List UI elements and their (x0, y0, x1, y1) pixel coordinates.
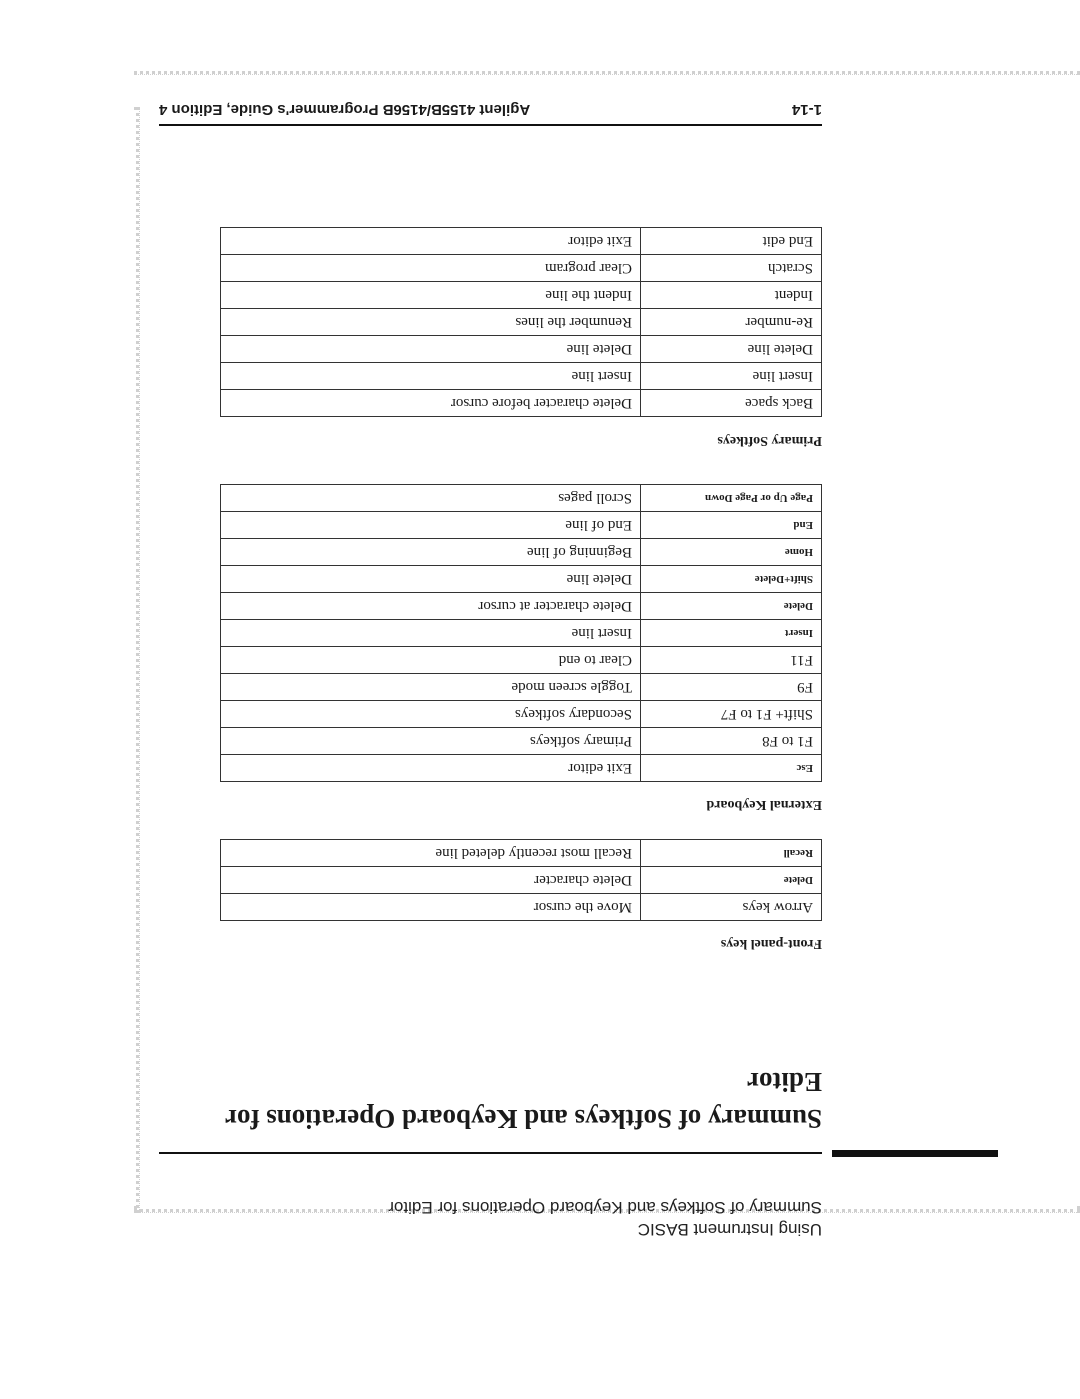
key-cell: End edit (641, 228, 822, 255)
running-header (388, 1195, 822, 1239)
section-label-primary-softkeys: Primary Softkeys (717, 433, 822, 448)
description-cell: Delete character (221, 867, 641, 894)
table-row (221, 894, 822, 921)
description-cell: Clear to end (221, 647, 641, 674)
table-row (221, 390, 822, 417)
description-cell: Insert line (221, 363, 641, 390)
table-row (221, 647, 822, 674)
key-cell: Re-number (641, 309, 822, 336)
key-cell: Recall (641, 840, 822, 867)
description-cell: Secondary softkeys (221, 701, 641, 728)
table-row (221, 620, 822, 647)
description-cell: Beginning of line (221, 539, 641, 566)
header-line-1: Using Instrument BASIC (637, 1220, 822, 1239)
table-front-panel-keys (220, 839, 822, 921)
description-cell: Exit editor (221, 755, 641, 782)
key-cell: Esc (641, 755, 822, 782)
table-row (221, 336, 822, 363)
table-row (221, 282, 822, 309)
table-row (221, 485, 822, 512)
key-cell: End (641, 512, 822, 539)
table-row (221, 840, 822, 867)
description-cell: Move the cursor (221, 894, 641, 921)
key-cell: F1 to F8 (641, 728, 822, 755)
page-title: Summary of Softkeys and Keyboard Operations for Editor (225, 1067, 822, 1134)
key-cell: F11 (641, 647, 822, 674)
key-cell: Delete (641, 867, 822, 894)
section-label-front-panel: Front-panel keys (720, 936, 822, 951)
description-cell: Insert line (221, 620, 641, 647)
table-row (221, 363, 822, 390)
description-cell: Delete line (221, 566, 641, 593)
key-cell: Scratch (641, 255, 822, 282)
table-row (221, 593, 822, 620)
table-row (221, 228, 822, 255)
description-cell: Toggle screen mode (221, 674, 641, 701)
header-line-2: Summary of Softkeys and Keyboard Operations for Editor (388, 1198, 822, 1217)
table-primary-softkeys (220, 227, 822, 417)
description-cell: Renumber the lines (221, 309, 641, 336)
description-cell: Primary softkeys (221, 728, 641, 755)
key-cell: Delete line (641, 336, 822, 363)
table-row (221, 755, 822, 782)
description-cell: Exit editor (221, 228, 641, 255)
table-row (221, 539, 822, 566)
page-footer (159, 101, 822, 126)
key-cell: Insert (641, 620, 822, 647)
description-cell: Recall most recently deleted line (221, 840, 641, 867)
guide-title: Agilent 4155B/4156B Programmer's Guide, Edition 4 (159, 101, 531, 118)
key-cell: Insert line (641, 363, 822, 390)
key-cell: Page Up or Page Down (641, 485, 822, 512)
description-cell: Clear program (221, 255, 641, 282)
key-cell: Back space (641, 390, 822, 417)
scan-edge-right (136, 107, 140, 1213)
table-row (221, 728, 822, 755)
description-cell: Delete character at cursor (221, 593, 641, 620)
table-row (221, 255, 822, 282)
title-rule (159, 1152, 822, 1154)
key-cell: Indent (641, 282, 822, 309)
table-row (221, 512, 822, 539)
key-cell: Shift+Delete (641, 566, 822, 593)
key-cell: Delete (641, 593, 822, 620)
page-number: 1-14 (791, 101, 822, 118)
table-row (221, 566, 822, 593)
table-row (221, 701, 822, 728)
description-cell: End of line (221, 512, 641, 539)
section-label-external-keyboard: External Keyboard (706, 797, 822, 812)
section-marker-bar (832, 1150, 998, 1157)
description-cell: Delete character before cursor (221, 390, 641, 417)
table-row (221, 867, 822, 894)
key-cell: Shift+ F1 to F7 (641, 701, 822, 728)
description-cell: Scroll pages (221, 485, 641, 512)
key-cell: F9 (641, 674, 822, 701)
table-external-keyboard (220, 484, 822, 782)
description-cell: Indent the line (221, 282, 641, 309)
scan-edge-bottom (134, 71, 1080, 75)
description-cell: Delete line (221, 336, 641, 363)
key-cell: Home (641, 539, 822, 566)
table-row (221, 674, 822, 701)
key-cell: Arrow keys (641, 894, 822, 921)
table-row (221, 309, 822, 336)
